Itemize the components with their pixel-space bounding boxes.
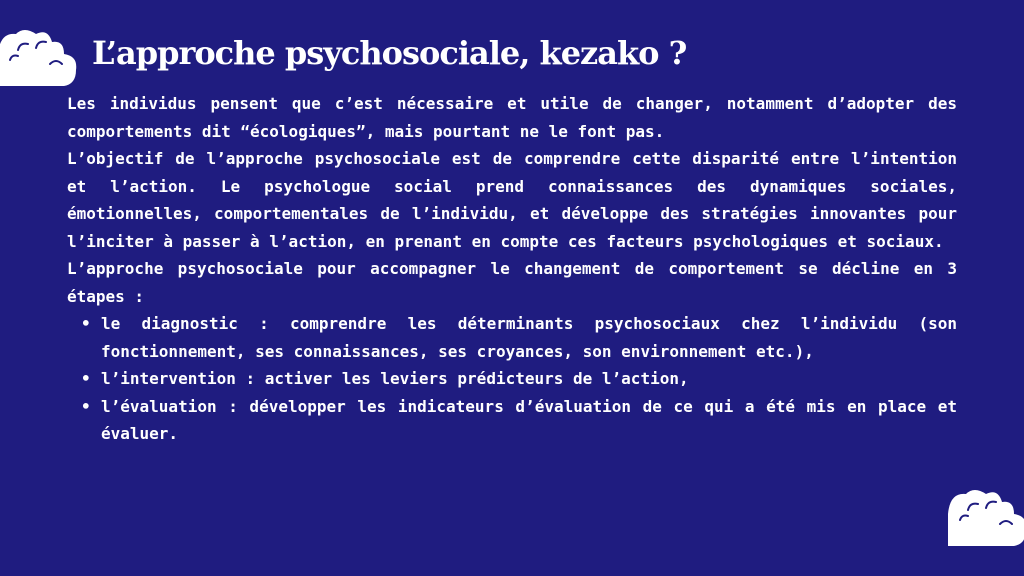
paragraph-objective: L’objectif de l’approche psychosociale est de comprendre cette disparité entre l’intention et l’action. Le psychologue social prend connaissances des dynamiques sociales, émotionnelles, comportementales de l’individu, et développe des stratégies innovantes pour l’inciter à passer à l’action, en prenant en compte ces facteurs psychologiques et sociaux. bbox=[67, 149, 957, 251]
cloud-icon bbox=[0, 24, 80, 90]
list-item-evaluation: • l’évaluation : développer les indicateurs d’évaluation de ce qui a été mis en place et évaluer. bbox=[101, 393, 957, 448]
list-item-intervention: • l’intervention : activer les leviers prédicteurs de l’action, bbox=[101, 365, 957, 393]
list-item-diagnostic: • le diagnostic : comprendre les déterminants psychosociaux chez l’individu (son fonctionnement, ses connaissances, ses croyances, son environnement etc.), bbox=[101, 310, 957, 365]
paragraph-intro: Les individus pensent que c’est nécessaire et utile de changer, notamment d’adopter des comportements dit “écologiques”, mais pourtant ne le font pas. bbox=[67, 94, 957, 141]
body-text bbox=[67, 90, 957, 448]
paragraph-steps-intro: L’approche psychosociale pour accompagner le changement de comportement se décline en 3 étapes : bbox=[67, 259, 957, 306]
steps-list bbox=[67, 310, 957, 448]
page-title: L’approche psychosociale, kezako ? bbox=[92, 34, 687, 72]
cloud-icon bbox=[944, 484, 1024, 550]
